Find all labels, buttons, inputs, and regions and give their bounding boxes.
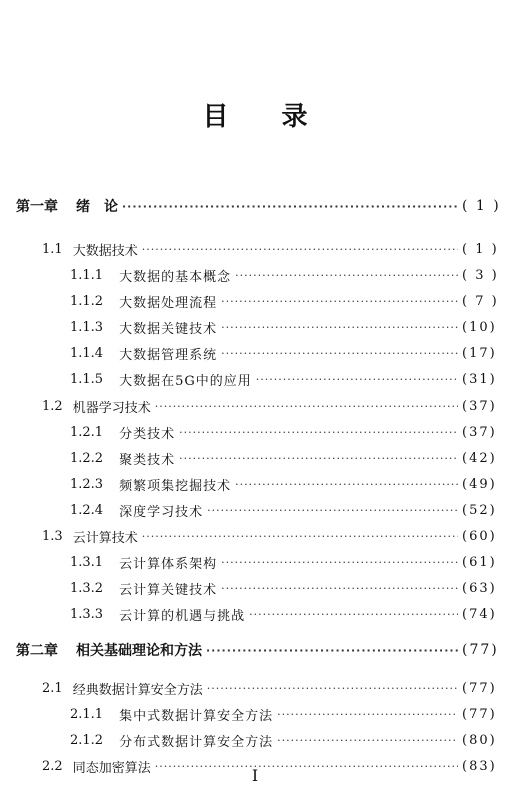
toc-leader-dots [142, 243, 458, 256]
toc-entry-number: 1.1.5 [70, 371, 104, 387]
toc-subsection-entry [0, 575, 510, 601]
toc-entry-page: ( 1 ) [462, 198, 501, 214]
toc-subsection-entry [0, 549, 510, 575]
toc-subsection-entry [0, 288, 510, 314]
toc-subsection-entry [0, 601, 510, 627]
toc-entry-page: (31) [462, 371, 497, 387]
toc-entry-title: 大数据的基本概念 [119, 269, 232, 285]
toc-entry-page: ( 7 ) [462, 293, 499, 309]
toc-entry-title: 绪 论 [76, 199, 118, 215]
toc-entry-number: 2.1 [42, 680, 63, 696]
toc-entry-page: (17) [462, 345, 497, 361]
toc-entry-number: 1.3.3 [70, 606, 104, 622]
toc-entry-page: (77) [462, 680, 497, 696]
toc-entry-title: 分类技术 [119, 426, 176, 442]
toc-subsection-entry [0, 366, 510, 392]
toc-subsection-entry [0, 340, 510, 366]
toc-entry-page: (61) [462, 554, 497, 570]
toc-entry-number: 1.2.3 [70, 476, 104, 492]
toc-entry-title: 深度学习技术 [119, 504, 204, 520]
toc-leader-dots [235, 269, 458, 282]
toc-entry-page: ( 3 ) [462, 267, 499, 283]
toc-entry-title: 大数据关键技术 [119, 321, 218, 337]
toc-section-entry [0, 236, 510, 262]
toc-leader-dots [221, 582, 458, 595]
toc-entry-page: (42) [462, 450, 497, 466]
toc-entry-title: 集中式数据计算安全方法 [119, 708, 274, 724]
toc-leader-dots [256, 373, 458, 386]
toc-entry-title: 同态加密算法 [72, 760, 151, 776]
toc-entry-page: (63) [462, 580, 497, 596]
toc-entry-page: (49) [462, 476, 497, 492]
toc-entry-number: 1.3.1 [70, 554, 104, 570]
toc-entry-number: 1.1.1 [70, 267, 104, 283]
toc-leader-dots [155, 400, 458, 413]
toc-leader-dots [179, 452, 458, 465]
toc-entry-page: ( 1 ) [462, 241, 499, 257]
toc-entry-page: (74) [462, 606, 497, 622]
toc-entry-page: (37) [462, 398, 497, 414]
toc-entry-title: 云计算的机遇与挑战 [119, 608, 246, 624]
toc-entry-number: 1.1 [42, 241, 63, 257]
toc-entry-title: 云计算体系架构 [119, 556, 218, 572]
toc-entry-number: 第二章 [16, 643, 58, 659]
toc-chapter-entry [0, 637, 510, 663]
toc-subsection-entry [0, 471, 510, 497]
toc-section-entry [0, 675, 510, 701]
toc-entry-number: 1.3 [42, 528, 63, 544]
toc-entry-title: 经典数据计算安全方法 [72, 682, 203, 698]
toc-subsection-entry [0, 419, 510, 445]
toc-subsection-entry [0, 445, 510, 471]
toc-entry-title: 频繁项集挖掘技术 [119, 478, 232, 494]
toc-entry-number: 1.2 [42, 398, 63, 414]
page-number: I [251, 766, 259, 785]
toc-entry-number: 1.2.1 [70, 424, 104, 440]
toc-entry-title: 相关基础理论和方法 [76, 643, 202, 659]
toc-subsection-entry [0, 497, 510, 523]
toc-subsection-entry [0, 314, 510, 340]
toc-entry-title: 云计算技术 [72, 530, 138, 546]
toc-chapter-entry [0, 193, 510, 219]
toc-entry-page: (10) [462, 319, 497, 335]
toc-entry-number: 1.1.4 [70, 345, 104, 361]
toc-leader-dots [179, 426, 458, 439]
toc-entry-page: (77) [462, 706, 497, 722]
toc-leader-dots [221, 295, 458, 308]
toc-leader-dots [249, 608, 458, 621]
toc-entry-page: (83) [462, 758, 497, 774]
toc-entry-page: (77) [462, 642, 499, 658]
toc-leader-dots [235, 478, 458, 491]
toc-leader-dots [221, 321, 458, 334]
toc-entry-title: 大数据技术 [72, 243, 138, 259]
toc-entry-title: 分布式数据计算安全方法 [119, 734, 274, 750]
toc-entry-title: 大数据管理系统 [119, 347, 218, 363]
toc-entry-page: (37) [462, 424, 497, 440]
toc-leader-dots [277, 708, 458, 721]
toc-entry-title: 大数据处理流程 [119, 295, 218, 311]
toc-leader-dots [207, 504, 458, 517]
toc-entry-number: 2.1.2 [70, 732, 104, 748]
toc-subsection-entry [0, 727, 510, 753]
toc-subsection-entry [0, 262, 510, 288]
toc-subsection-entry [0, 701, 510, 727]
toc-leader-dots [206, 644, 458, 657]
toc-leader-dots [142, 530, 458, 543]
toc-entry-title: 云计算关键技术 [119, 582, 218, 598]
toc-entry-page: (80) [462, 732, 497, 748]
toc-entry-title: 机器学习技术 [72, 400, 151, 416]
toc-entry-page: (52) [462, 502, 497, 518]
toc-entry-number: 1.3.2 [70, 580, 104, 596]
toc-entry-title: 大数据在5G中的应用 [119, 373, 252, 389]
toc-leader-dots [221, 347, 458, 360]
toc-leader-dots [122, 200, 458, 213]
toc-section-entry [0, 523, 510, 549]
toc-leader-dots [207, 682, 458, 695]
toc-entry-number: 1.1.2 [70, 293, 104, 309]
toc-entry-page: (60) [462, 528, 497, 544]
toc-entry-number: 1.2.4 [70, 502, 104, 518]
toc-leader-dots [277, 734, 458, 747]
toc-entry-number: 2.1.1 [70, 706, 104, 722]
toc-entry-title: 聚类技术 [119, 452, 176, 468]
toc-entry-number: 1.1.3 [70, 319, 104, 335]
toc-entry-number: 2.2 [42, 758, 63, 774]
toc-section-entry [0, 393, 510, 419]
toc-leader-dots [221, 556, 458, 569]
page-title: 目 录 [202, 102, 330, 132]
toc-entry-number: 1.2.2 [70, 450, 104, 466]
toc-entry-number: 第一章 [16, 199, 58, 215]
